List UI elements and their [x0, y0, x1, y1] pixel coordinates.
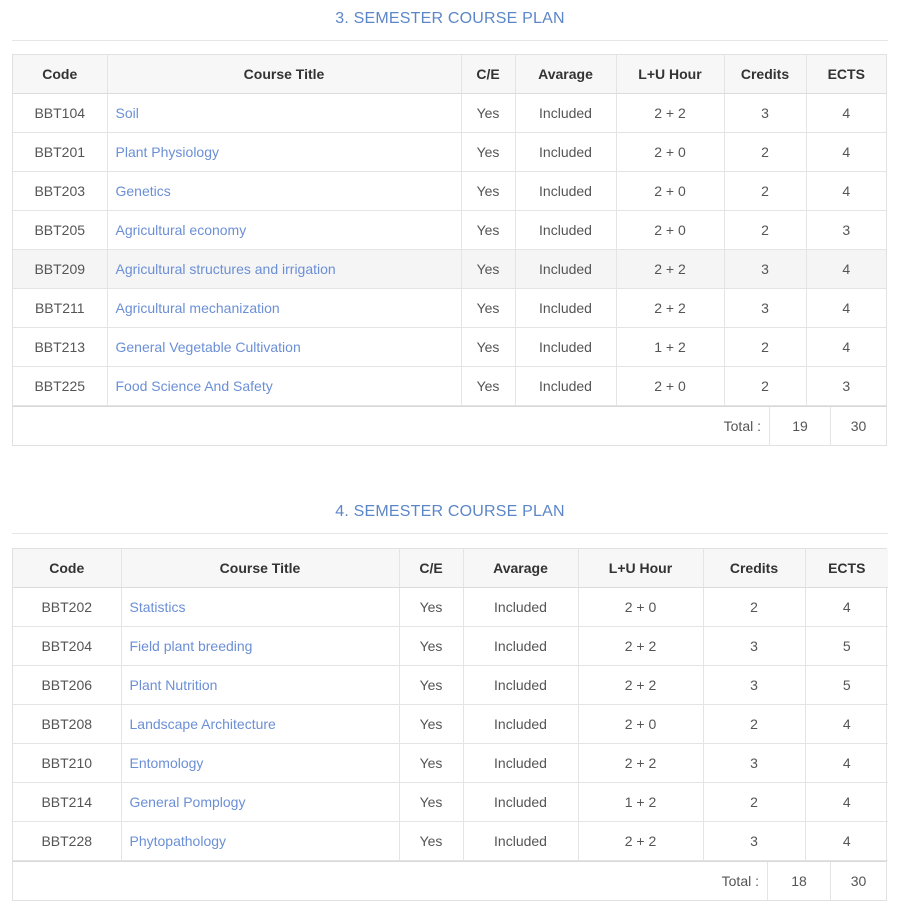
course-title-link[interactable]: Entomology — [129, 755, 204, 771]
course-avarage: Included — [515, 250, 616, 289]
course-ce: Yes — [399, 783, 463, 822]
course-ects: 4 — [806, 94, 886, 133]
course-lu-hour: 2 + 2 — [578, 744, 703, 783]
course-avarage: Included — [515, 172, 616, 211]
course-ects: 4 — [805, 822, 888, 861]
total-ects: 30 — [830, 862, 886, 900]
course-lu-hour: 2 + 2 — [578, 822, 703, 861]
course-ce: Yes — [461, 328, 515, 367]
course-ce: Yes — [461, 367, 515, 406]
course-ce: Yes — [461, 250, 515, 289]
course-ects: 5 — [805, 627, 888, 666]
course-lu-hour: 2 + 2 — [578, 627, 703, 666]
col-header-credits: Credits — [724, 55, 806, 94]
course-lu-hour: 2 + 2 — [616, 250, 724, 289]
course-code: BBT213 — [13, 328, 107, 367]
course-avarage: Included — [515, 289, 616, 328]
course-ects: 4 — [805, 783, 888, 822]
course-ce: Yes — [399, 588, 463, 627]
course-title-link[interactable]: Agricultural economy — [115, 222, 247, 238]
course-avarage: Included — [463, 627, 578, 666]
table-row — [13, 289, 886, 328]
course-credits: 2 — [724, 133, 806, 172]
course-title-link[interactable]: General Vegetable Cultivation — [115, 339, 301, 355]
course-title-link[interactable]: Plant Nutrition — [129, 677, 218, 693]
course-ects: 3 — [806, 367, 886, 406]
course-credits: 2 — [724, 328, 806, 367]
course-ce: Yes — [399, 744, 463, 783]
course-lu-hour: 2 + 0 — [578, 588, 703, 627]
course-avarage: Included — [463, 822, 578, 861]
course-code: BBT209 — [13, 250, 107, 289]
course-lu-hour: 1 + 2 — [578, 783, 703, 822]
course-title-link[interactable]: Food Science And Safety — [115, 378, 273, 394]
course-code: BBT211 — [13, 289, 107, 328]
course-lu-hour: 2 + 0 — [616, 367, 724, 406]
course-lu-hour: 2 + 0 — [616, 133, 724, 172]
col-header-code: Code — [13, 549, 121, 588]
total-ects: 30 — [830, 407, 886, 445]
total-label: Total : — [721, 873, 759, 889]
course-avarage: Included — [515, 328, 616, 367]
course-code: BBT205 — [13, 211, 107, 250]
semester-4-title: 4. SEMESTER COURSE PLAN — [335, 503, 565, 520]
course-title-link[interactable]: Field plant breeding — [129, 638, 253, 654]
course-title-link[interactable]: Phytopathology — [129, 833, 227, 849]
col-header-code: Code — [13, 55, 107, 94]
table-row — [13, 211, 886, 250]
course-ects: 4 — [805, 744, 888, 783]
course-title-link[interactable]: Agricultural structures and irrigation — [115, 261, 336, 277]
table-row — [13, 328, 886, 367]
semester-4-title-rule — [12, 533, 888, 534]
course-lu-hour: 1 + 2 — [616, 328, 724, 367]
course-credits: 2 — [703, 783, 805, 822]
semester-3-plan-table — [12, 54, 887, 446]
course-credits: 2 — [724, 211, 806, 250]
table-row — [13, 783, 888, 822]
course-lu-hour: 2 + 0 — [616, 172, 724, 211]
table-header-row — [13, 549, 888, 588]
course-title-link[interactable]: Agricultural mechanization — [115, 300, 280, 316]
table-row — [13, 822, 888, 861]
course-credits: 3 — [703, 627, 805, 666]
course-avarage: Included — [463, 705, 578, 744]
course-ce: Yes — [461, 94, 515, 133]
course-code: BBT104 — [13, 94, 107, 133]
course-credits: 3 — [724, 289, 806, 328]
course-credits: 3 — [724, 94, 806, 133]
course-avarage: Included — [463, 588, 578, 627]
course-code: BBT203 — [13, 172, 107, 211]
total-credits: 18 — [767, 862, 830, 900]
course-credits: 2 — [724, 172, 806, 211]
total-row — [13, 861, 886, 900]
course-title-link[interactable]: Statistics — [129, 599, 186, 615]
course-ce: Yes — [399, 627, 463, 666]
col-header-lu-hour: L+U Hour — [616, 55, 724, 94]
course-code: BBT204 — [13, 627, 121, 666]
table-row — [13, 588, 888, 627]
table-header-row — [13, 55, 886, 94]
table-row — [13, 94, 886, 133]
course-ce: Yes — [399, 705, 463, 744]
course-code: BBT201 — [13, 133, 107, 172]
total-label: Total : — [723, 418, 761, 434]
course-lu-hour: 2 + 0 — [578, 705, 703, 744]
course-avarage: Included — [463, 783, 578, 822]
table-row — [13, 705, 888, 744]
course-code: BBT210 — [13, 744, 121, 783]
course-avarage: Included — [463, 744, 578, 783]
course-ects: 4 — [806, 133, 886, 172]
course-title-link[interactable]: Genetics — [115, 183, 171, 199]
course-ects: 4 — [806, 172, 886, 211]
col-header-credits: Credits — [703, 549, 805, 588]
course-ects: 4 — [806, 289, 886, 328]
course-credits: 3 — [703, 666, 805, 705]
col-header-ects: ECTS — [805, 549, 888, 588]
course-credits: 2 — [724, 367, 806, 406]
table-row — [13, 666, 888, 705]
course-title-link[interactable]: Soil — [115, 105, 139, 121]
col-header-ce: C/E — [461, 55, 515, 94]
course-title-link[interactable]: General Pomplogy — [129, 794, 246, 810]
col-header-course-title: Course Title — [121, 549, 399, 588]
course-ects: 4 — [806, 328, 886, 367]
col-header-avarage: Avarage — [463, 549, 578, 588]
course-code: BBT208 — [13, 705, 121, 744]
total-credits: 19 — [769, 407, 830, 445]
course-code: BBT214 — [13, 783, 121, 822]
semester-3-title: 3. SEMESTER COURSE PLAN — [335, 10, 565, 27]
course-code: BBT225 — [13, 367, 107, 406]
course-ects: 4 — [805, 705, 888, 744]
course-code: BBT206 — [13, 666, 121, 705]
table-row — [13, 172, 886, 211]
table-row-hovered — [13, 250, 886, 289]
semester-3-title-rule — [12, 40, 888, 41]
course-avarage: Included — [515, 367, 616, 406]
col-header-lu-hour: L+U Hour — [578, 549, 703, 588]
course-ce: Yes — [461, 289, 515, 328]
course-avarage: Included — [515, 211, 616, 250]
course-ects: 3 — [806, 211, 886, 250]
course-avarage: Included — [515, 133, 616, 172]
semester-4-plan-table — [12, 548, 887, 901]
course-credits: 3 — [724, 250, 806, 289]
course-lu-hour: 2 + 2 — [578, 666, 703, 705]
col-header-ce: C/E — [399, 549, 463, 588]
course-credits: 3 — [703, 822, 805, 861]
table-row — [13, 744, 888, 783]
course-ects: 4 — [805, 588, 888, 627]
course-ects: 4 — [806, 250, 886, 289]
course-code: BBT228 — [13, 822, 121, 861]
course-avarage: Included — [515, 94, 616, 133]
course-lu-hour: 2 + 2 — [616, 289, 724, 328]
course-avarage: Included — [463, 666, 578, 705]
table-row — [13, 367, 886, 406]
total-row — [13, 406, 886, 445]
course-ce: Yes — [399, 822, 463, 861]
course-ce: Yes — [399, 666, 463, 705]
course-credits: 3 — [703, 744, 805, 783]
col-header-ects: ECTS — [806, 55, 886, 94]
table-row — [13, 133, 886, 172]
course-ce: Yes — [461, 211, 515, 250]
course-ects: 5 — [805, 666, 888, 705]
col-header-course-title: Course Title — [107, 55, 461, 94]
col-header-avarage: Avarage — [515, 55, 616, 94]
course-ce: Yes — [461, 133, 515, 172]
course-lu-hour: 2 + 2 — [616, 94, 724, 133]
course-credits: 2 — [703, 705, 805, 744]
course-lu-hour: 2 + 0 — [616, 211, 724, 250]
table-row — [13, 627, 888, 666]
course-code: BBT202 — [13, 588, 121, 627]
course-title-link[interactable]: Landscape Architecture — [129, 716, 276, 732]
course-ce: Yes — [461, 172, 515, 211]
course-credits: 2 — [703, 588, 805, 627]
course-title-link[interactable]: Plant Physiology — [115, 144, 220, 160]
